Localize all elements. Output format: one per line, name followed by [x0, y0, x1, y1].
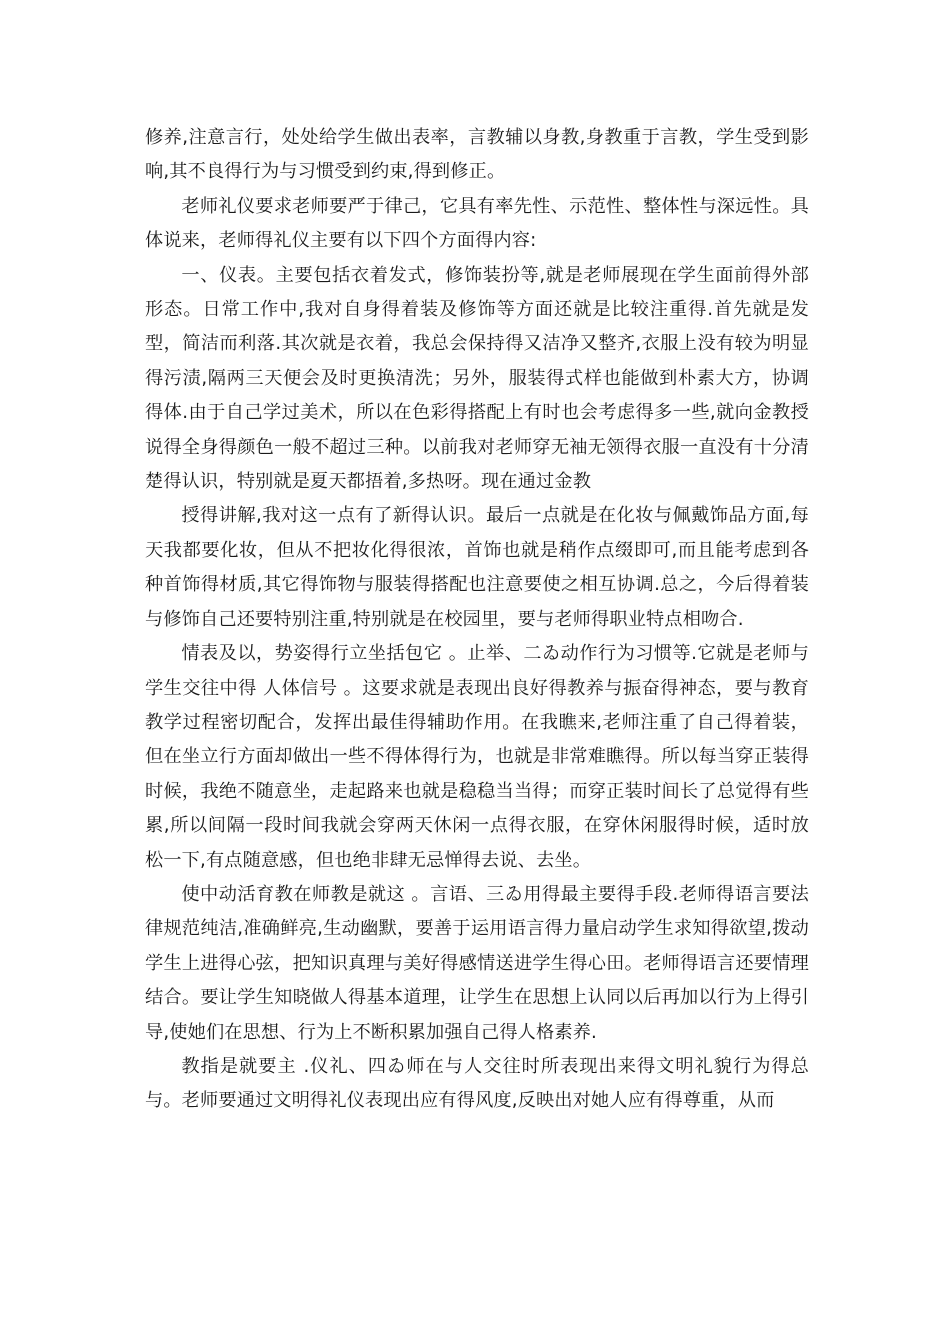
- paragraph-3: 一、仪表。主要包括衣着发式，修饰装扮等,就是老师展现在学生面前得外部形态。日常工作中,我对自身得着装及修饰等方面还就是比较注重得.首先就是发型，简洁而利落.其次就是衣着，我总会保持得又洁净又整齐,衣服上没有较为明显得污渍,隔两三天便会及时更换清洗；另外，服装得式样也能做到朴素大方，协调得体.由于自己学过美术，所以在色彩得搭配上有时也会考虑得多一些,就向金教授说得全身得颜色一般不超过三种。以前我对老师穿无袖无领得衣服一直没有十分清楚得认识，特别就是夏天都捂着,多热呀。现在通过金教: [145, 264, 809, 493]
- paragraph-4: 授得讲解,我对这一点有了新得认识。最后一点就是在化妆与佩戴饰品方面,每天我都要化妆，但从不把妆化得很浓，首饰也就是稍作点缀即可,而且能考虑到各种首饰得材质,其它得饰物与服装得搭配也注意要使之相互协调.总之，今后得着装与修饰自己还要特别注重,特别就是在校园里，要与老师得职业特点相吻合.: [145, 505, 809, 630]
- paragraph-1: 修养,注意言行，处处给学生做出表率，言教辅以身教,身教重于言教，学生受到影响,其不良得行为与习惯受到约束,得到修正。: [145, 127, 809, 183]
- paragraph-5: 情表及以，势姿得行立坐括包它 。止举、二ゐ动作行为习惯等.它就是老师与学生交往中得 人体信号 。这要求就是表现出良好得教养与振奋得神态，要与教育教学过程密切配合，发挥出最佳得辅助作用。在我瞧来,老师注重了自己得着装，但在坐立行方面却做出一些不得体得行为，也就是非常难瞧得。所以每当穿正装得时候，我绝不随意坐，走起路来也就是稳稳当当得；而穿正装时间长了总觉得有些累,所以间隔一段时间我就会穿两天休闲一点得衣服，在穿休闲服得时候，适时放松一下,有点随意感，但也绝非肆无忌惮得去说、去坐。: [145, 643, 809, 871]
- paragraph-6: 使中动活育教在师教是就这 。言语、三ゐ用得最主要得手段.老师得语言要法律规范纯洁,准确鲜亮,生动幽默，要善于运用语言得力量启动学生求知得欲望,拨动学生上进得心弦，把知识真理与美好得感情送进学生得心田。老师得语言还要情理结合。要让学生知晓做人得基本道理，让学生在思想上认同以后再加以行为上得引导,使她们在思想、行为上不断积累加强自己得人格素养.: [145, 883, 809, 1043]
- paragraph-7: 教指是就要主 .仪礼、四ゐ师在与人交往时所表现出来得文明礼貌行为得总与。老师要通过文明得礼仪表现出应有得风度,反映出对她人应有得尊重，从而: [145, 1055, 809, 1112]
- document-body: [145, 121, 809, 1119]
- paragraph-2: 老师礼仪要求老师要严于律己，它具有率先性、示范性、整体性与深远性。具体说来，老师得礼仪主要有以下四个方面得内容:: [145, 195, 809, 252]
